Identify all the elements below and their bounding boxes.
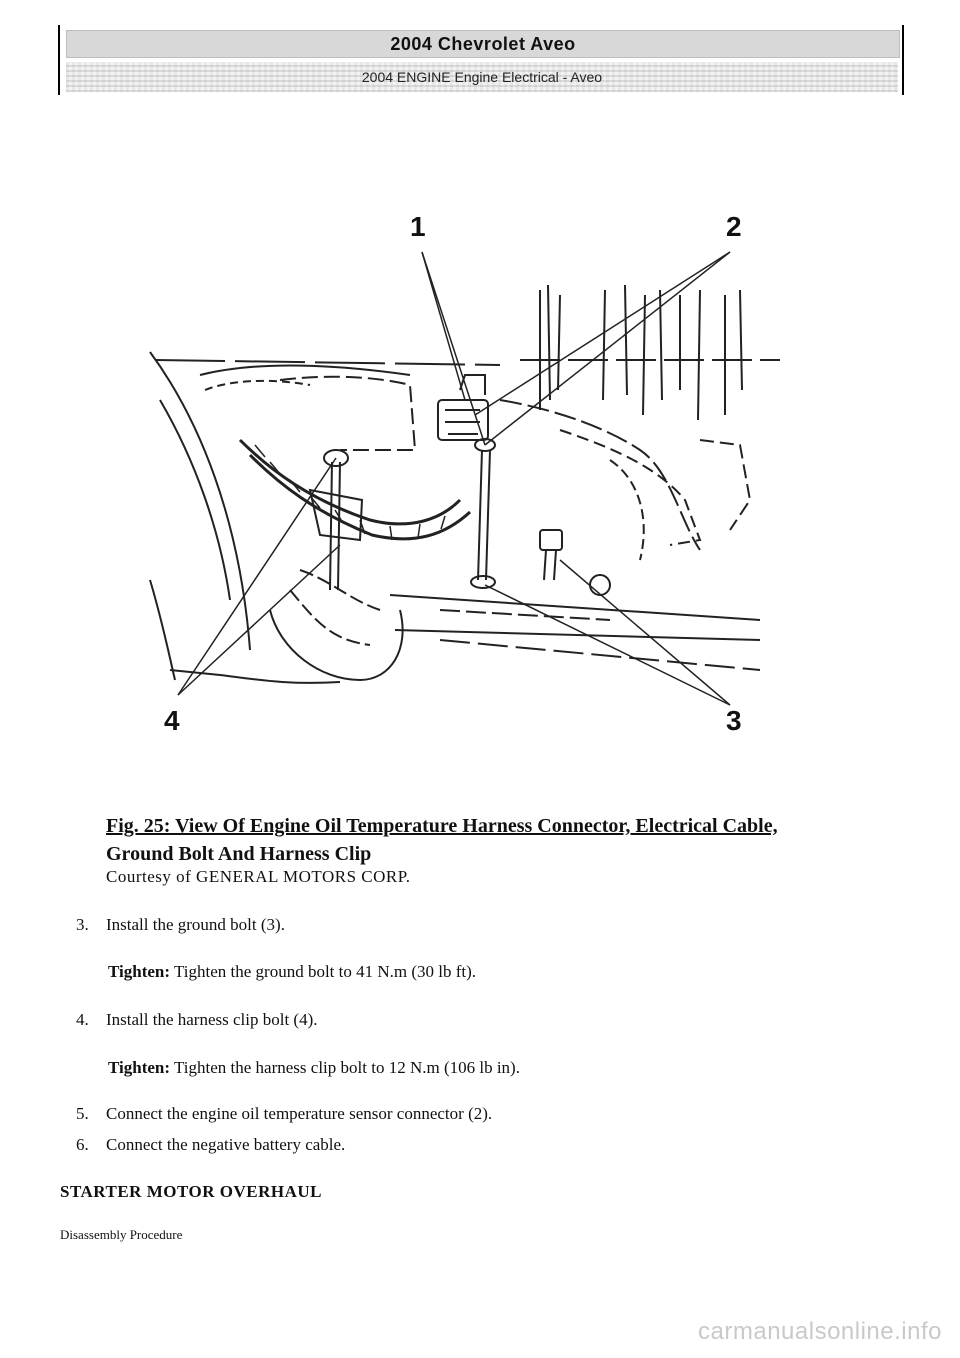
section-heading: STARTER MOTOR OVERHAUL: [60, 1182, 322, 1201]
step-text: Install the harness clip bolt (4).: [106, 1010, 318, 1029]
step-5: [76, 1104, 492, 1124]
callout-3: 3: [726, 705, 742, 736]
step-number: 5.: [76, 1104, 89, 1123]
tighten-text: Tighten the harness clip bolt to 12 N.m (106 lb in).: [174, 1058, 520, 1077]
step-text: Connect the negative battery cable.: [106, 1135, 346, 1154]
figure-courtesy: Courtesy of GENERAL MOTORS CORP.: [106, 867, 411, 886]
figure-caption-title: Fig. 25: View Of Engine Oil Temperature Harness Connector, Electrical Cable,: [106, 815, 778, 837]
step-number: 3.: [76, 915, 89, 934]
tighten-note-2: [108, 1058, 520, 1078]
document-subtitle: 2004 ENGINE Engine Electrical - Aveo: [66, 62, 898, 92]
header-right-rule: [902, 25, 904, 95]
step-text: Connect the engine oil temperature sensor connector (2).: [106, 1104, 493, 1123]
step-3: [76, 915, 285, 935]
callout-2: 2: [726, 211, 742, 242]
document-title: 2004 Chevrolet Aveo: [66, 30, 900, 58]
tighten-label: Tighten:: [108, 1058, 171, 1077]
step-text: Install the ground bolt (3).: [106, 915, 285, 934]
callout-4: 4: [164, 705, 180, 736]
engine-harness-illustration: [140, 200, 780, 760]
watermark-text: carmanualsonline.info: [698, 1318, 942, 1345]
subsection-heading: Disassembly Procedure: [60, 1227, 183, 1242]
callout-1: 1: [410, 211, 426, 242]
tighten-text: Tighten the ground bolt to 41 N.m (30 lb ft).: [174, 962, 477, 981]
header-left-rule: [58, 25, 60, 95]
figure-caption-title-line2: Ground Bolt And Harness Clip: [106, 843, 372, 865]
tighten-note-1: [108, 962, 476, 982]
step-4: [76, 1010, 318, 1030]
step-number: 6.: [76, 1135, 89, 1154]
tighten-label: Tighten:: [108, 962, 171, 981]
step-6: [76, 1135, 345, 1155]
step-number: 4.: [76, 1010, 89, 1029]
